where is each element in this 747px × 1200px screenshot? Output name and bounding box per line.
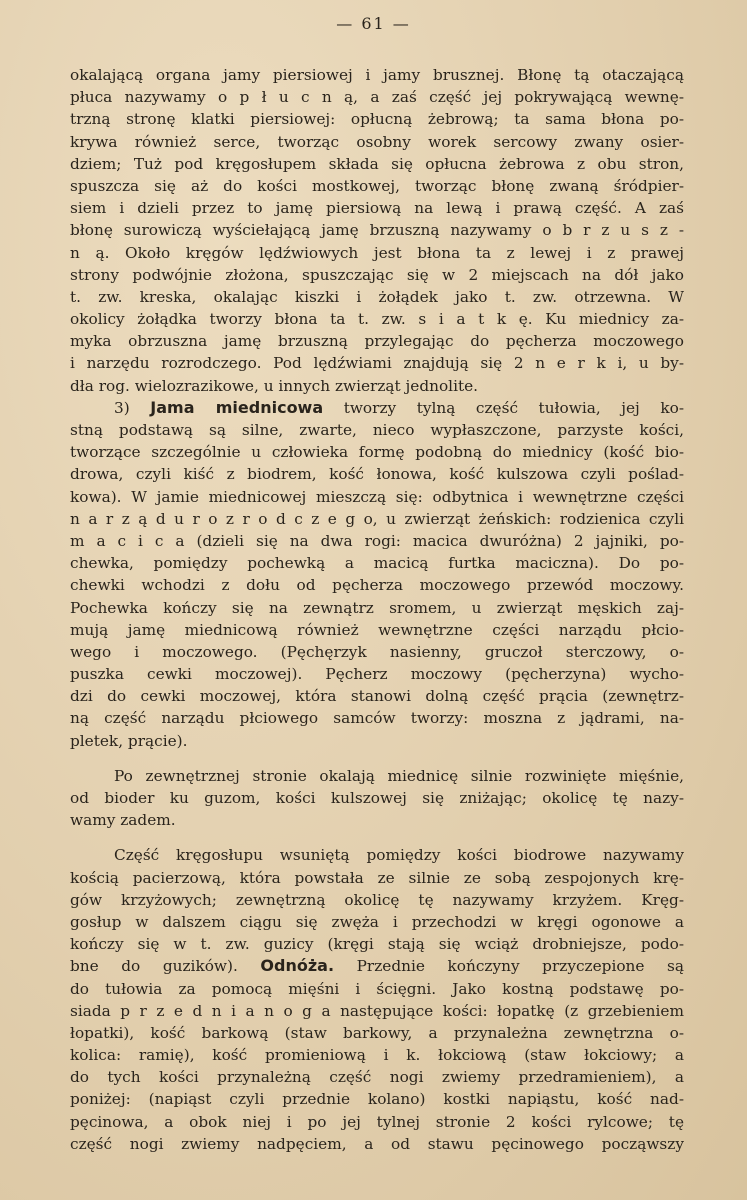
text-line: poniżej: (napiąst czyli przednie kolano) kostki napiąstu, kość nad- (70, 1090, 684, 1109)
text-line: Pochewka kończy się na zewnątrz sromem, u zwierząt męskich zaj- (70, 598, 684, 617)
text-line (70, 955, 684, 977)
text-line: drowa, czyli kiść z biodrem, kość łonowa, kość kulszowa czyli poślad- (70, 465, 684, 484)
text-line: ną część narządu płciowego samców tworzy: moszna z jądrami, na- (70, 709, 684, 728)
text-line: dzi do cewki moczowej, która stanowi dolną część prącia (zewnętrz- (70, 687, 684, 706)
text-line: od bioder ku guzom, kości kulszowej się zniżając; okolicę tę nazy- (70, 789, 684, 807)
text-line: n ą. Około kręgów lędźwiowych jest błona ta z lewej i z prawej (70, 243, 684, 262)
text-line: do tych kości przynależną część nogi zwiemy przedramieniem), a (70, 1068, 684, 1087)
section-heading-jama-miednicowa: Jama miednicowa (150, 397, 324, 417)
section-heading-odnoza: Odnóża. (260, 956, 335, 976)
text-line: t. zw. kreska, okalając kiszki i żołądek jako t. zw. otrzewna. W (70, 287, 684, 306)
text-line: m a c i c a (dzieli się na dwa rogi: macica dwuróżna) 2 jajniki, po- (70, 531, 684, 550)
paragraph-4 (70, 844, 684, 1155)
text-line: wamy zadem. (70, 811, 176, 830)
page-number: — 61 — (336, 14, 411, 33)
text-line: dziem; Tuż pod kręgosłupem składa się opłucna żebrowa z obu stron, (70, 154, 684, 173)
text-line: chewka, pomiędzy pochewką a macicą furtka maciczna). Do po- (70, 554, 684, 573)
text-line: tworzące szczególnie u człowieka formę podobną do miednicy (kość bio- (70, 443, 684, 462)
paragraph-1 (70, 64, 684, 397)
text-line: gosłup w dalszem ciągu się zwęża i przechodzi w kręgi ogonowe a (70, 912, 684, 931)
text-line: puszka cewki moczowej). Pęcherz moczowy (pęcherzyna) wycho- (70, 665, 684, 684)
text-line: okalającą organa jamy piersiowej i jamy brusznej. Błonę tą otaczającą (70, 66, 684, 84)
text-line: Część kręgosłupu wsuniętą pomiędzy kości biodrowe nazywamy (114, 846, 684, 865)
text-line: kolica: ramię), kość promieniową i k. łokciową (staw łokciowy; a (70, 1046, 684, 1065)
text-line: Po zewnętrznej stronie okalają miednicę silnie rozwinięte mięśnie, (114, 766, 684, 785)
text-line: dła rog. wielozrazikowe, u innych zwierząt jednolite. (70, 376, 479, 395)
text-line: myka obrzuszna jamę brzuszną przylegając do pęcherza moczowego (70, 332, 684, 351)
text-line: kowa). W jamie miednicowej mieszczą się: odbytnica i wewnętrzne części (70, 487, 684, 506)
text-run: tworzy tylną część tułowia, jej ko- (323, 398, 684, 417)
text-line: do tułowia za pomocą mięśni i ścięgni. Jako kostną podstawę po- (70, 979, 684, 998)
text-line: krywa również serce, tworząc osobny worek sercowy zwany osier- (70, 132, 684, 151)
text-line (70, 397, 684, 419)
text-line: stną podstawą są silne, zwarte, nieco wypłaszczone, parzyste kości, (70, 421, 684, 439)
text-run: Przednie kończyny przyczepione są (334, 957, 684, 976)
text-line: kończy się w t. zw. guzicy (kręgi stają się wciąż drobniejsze, podo- (70, 935, 684, 954)
paragraph-3 (70, 765, 684, 832)
text-line: spuszcza się aż do kości mostkowej, tworząc błonę zwaną śródpier- (70, 176, 684, 195)
text-line: część nogi zwiemy nadpęciem, a od stawu pęcinowego począwszy (70, 1134, 684, 1153)
text-line: pęcinowa, a obok niej i po jej tylnej stronie 2 kości rylcowe; tę (70, 1112, 684, 1131)
text-line: okolicy żołądka tworzy błona ta t. zw. s i a t k ę. Ku miednicy za- (70, 310, 684, 329)
paragraph-gap (70, 831, 684, 844)
text-line: łopatki), kość barkową (staw barkowy, a przynależna zewnętrzna o- (70, 1023, 684, 1042)
text-line: trzną stronę klatki piersiowej: opłucną żebrową; ta sama błona po- (70, 110, 684, 129)
text-line: siada p r z e d n i a n o g a następujące kości: łopatkę (z grzebieniem (70, 1001, 684, 1020)
text-line: błonę surowiczą wyściełającą jamę brzuszną nazywamy o b r z u s z - (70, 221, 684, 240)
text-line: gów krzyżowych; zewnętrzną okolicę tę nazywamy krzyżem. Kręg- (70, 890, 684, 909)
text-line: mują jamę miednicową również wewnętrzne części narządu płcio- (70, 620, 684, 639)
text-run: bne do guzików). (70, 957, 261, 976)
text-line: siem i dzieli przez to jamę piersiową na lewą i prawą część. A zaś (70, 199, 684, 218)
text-line: i narzędu rozrodczego. Pod lędźwiami znajdują się 2 n e r k i, u by- (70, 354, 684, 373)
text-line: strony podwójnie złożona, spuszczając się w 2 miejscach na dół jako (70, 265, 684, 284)
text-line: pletek, prącie). (70, 731, 188, 750)
text-line: chewki wchodzi z dołu od pęcherza moczowego przewód moczowy. (70, 576, 684, 595)
text-line: n a r z ą d u r o z r o d c z e g o, u zwierząt żeńskich: rodzienica czyli (70, 509, 684, 528)
paragraph-gap (70, 752, 684, 765)
body-text (70, 64, 684, 1155)
text-line: płuca nazywamy o p ł u c n ą, a zaś część jej pokrywającą wewnę- (70, 88, 684, 107)
paragraph-2 (70, 397, 684, 752)
item-number: 3) (114, 398, 151, 417)
text-line: wego i moczowego. (Pęchęrzyk nasienny, gruczoł sterczowy, o- (70, 642, 684, 661)
text-line: kością pacierzową, która powstała ze silnie ze sobą zespojonych krę- (70, 868, 684, 887)
